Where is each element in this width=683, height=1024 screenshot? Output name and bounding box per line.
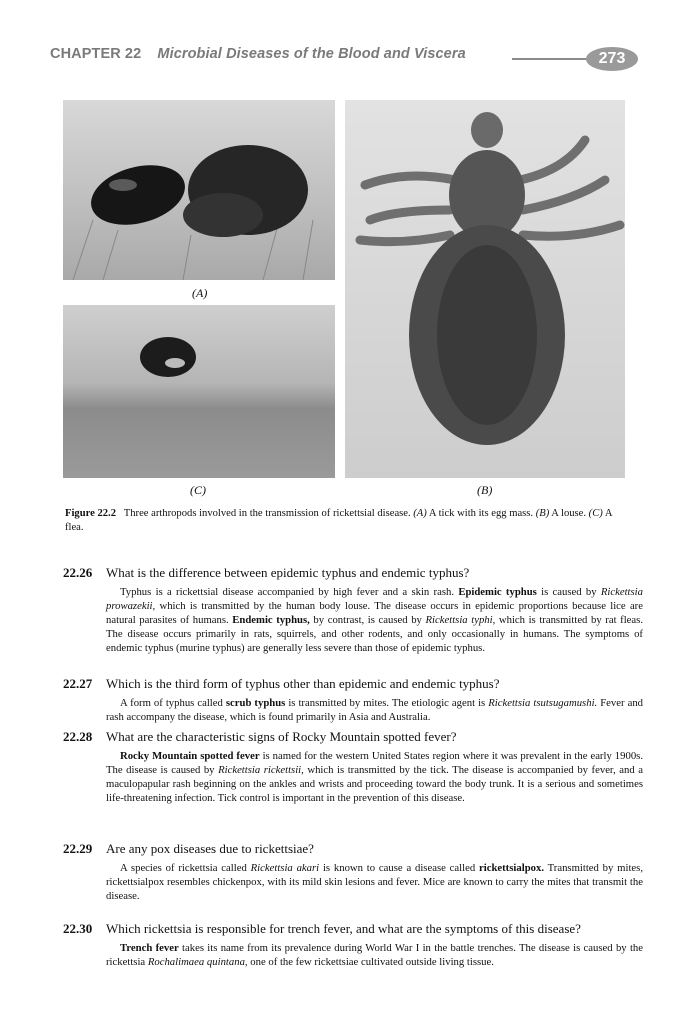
figure-caption <box>65 507 625 535</box>
italic-text: (B) <box>535 508 550 519</box>
photo-flea <box>63 305 335 478</box>
text-run: Transmitted by mites, rickettsialpox resembles chickenpox, with its mild skin lesions and fever. Mice are known to carry the mites that transmit the disease. <box>106 862 644 902</box>
question-block <box>63 675 643 724</box>
text-run: one of the few rickettsiae cultivated outside living tissue. <box>247 956 494 968</box>
question <box>63 564 643 581</box>
question-text: Which rickettsia is responsible for trench fever, and what are the symptoms of this disease? <box>106 921 581 936</box>
answer-text <box>106 585 643 655</box>
italic-text: Rochalimaea quintana, <box>147 956 248 968</box>
italic-text: Rickettsia akari <box>250 862 320 874</box>
question <box>63 675 643 692</box>
answer-text <box>106 941 643 969</box>
question-block <box>63 920 643 969</box>
text-run: Three arthropods involved in the transmission of rickettsial disease. <box>123 508 414 519</box>
text-run: A form of typhus called <box>120 697 226 709</box>
question <box>63 728 643 745</box>
text-run: which is transmitted by rat fleas. The disease occurs primarily in rats, squirrels, and other rodents, and only occasionally in humans. The symptoms of endemic typhus (murine typhus) are generally less severe than those of epidemic typhus. <box>106 614 643 654</box>
question-block <box>63 728 643 805</box>
caption-text <box>65 508 612 533</box>
tick-illustration <box>63 100 335 280</box>
chapter-title: Microbial Diseases of the Blood and Viscera <box>157 46 466 62</box>
bold-term: scrub typhus <box>225 697 286 709</box>
text-run: which is transmitted by the human body louse. The disease occurs in epidemic proportions because lice are natural parasites of humans. <box>106 600 643 626</box>
question-block <box>63 564 643 655</box>
page-number: 273 <box>586 47 638 71</box>
text-run: Fever and rash accompany the disease, which is found primarily in Asia and Australia. <box>106 697 644 723</box>
label-a: (A) <box>192 286 208 300</box>
label-b: (B) <box>477 483 493 497</box>
question-text: Which is the third form of typhus other than epidemic and endemic typhus? <box>106 676 500 691</box>
bold-term: Epidemic typhus <box>458 586 537 598</box>
running-header <box>50 46 466 62</box>
text-run: A tick with its egg mass. <box>426 508 536 519</box>
photo-louse <box>345 100 625 478</box>
question-number: 22.26 <box>63 565 93 580</box>
question-text: What is the difference between epidemic typhus and endemic typhus? <box>106 565 470 580</box>
italic-text: Rickettsia typhi, <box>425 614 496 626</box>
header-rule <box>512 58 590 60</box>
bold-term: rickettsialpox. <box>478 862 544 874</box>
text-run: is caused by <box>536 586 601 598</box>
question-number: 22.28 <box>63 729 93 744</box>
chapter-number: CHAPTER 22 <box>50 46 142 62</box>
italic-text: Rickettsia rickettsii, <box>218 764 304 776</box>
text-run: takes its name from its prevalence during World War I in the battle trenches. The disease is caused by the rickettsia <box>106 942 643 968</box>
flea-illustration <box>63 305 335 478</box>
text-run: which is transmitted by the tick. The disease is accompanied by fever, and a maculopapular rash beginning on the ankles and wrists and proceeding toward the body trunk. It is a serious and sometimes life-threatening infection. Tick control is important in the prevention of this disease. <box>106 764 643 804</box>
question-text: Are any pox diseases due to rickettsiae? <box>106 841 314 856</box>
text-run: by contrast, is caused by <box>309 614 426 626</box>
question-block <box>63 840 643 903</box>
italic-text: (C) <box>588 508 603 519</box>
label-c: (C) <box>190 483 206 497</box>
question <box>63 920 643 937</box>
text-run: is named for the western United States region where it was prevalent in the early 1900s. The disease is caused by <box>106 750 643 776</box>
italic-text: (A) <box>413 508 427 519</box>
answer-text <box>106 749 643 805</box>
louse-illustration <box>345 100 625 478</box>
bold-term: Rocky Mountain spotted fever <box>120 750 260 762</box>
question <box>63 840 643 857</box>
text-run: is transmitted by mites. The etiologic agent is <box>285 697 489 709</box>
question-text: What are the characteristic signs of Rocky Mountain spotted fever? <box>106 729 457 744</box>
text-run: A louse. <box>549 508 589 519</box>
text-run: is known to cause a disease called <box>319 862 479 874</box>
italic-text: Rickettsia tsutsugamushi. <box>488 697 598 709</box>
question-number: 22.27 <box>63 676 93 691</box>
text-run: A species of rickettsia called <box>120 862 251 874</box>
caption-label: Figure 22.2 <box>65 508 117 519</box>
text-run: Typhus is a rickettsial disease accompanied by high fever and a skin rash. <box>120 586 459 598</box>
answer-text <box>106 696 643 724</box>
italic-text: Rickettsia prowazekii, <box>106 586 643 612</box>
bold-term: Trench fever <box>120 942 179 954</box>
answer-text <box>106 861 643 903</box>
photo-tick <box>63 100 335 280</box>
question-number: 22.30 <box>63 921 93 936</box>
bold-term: Endemic typhus, <box>232 614 310 626</box>
text-run: A flea. <box>65 508 612 533</box>
question-number: 22.29 <box>63 841 93 856</box>
